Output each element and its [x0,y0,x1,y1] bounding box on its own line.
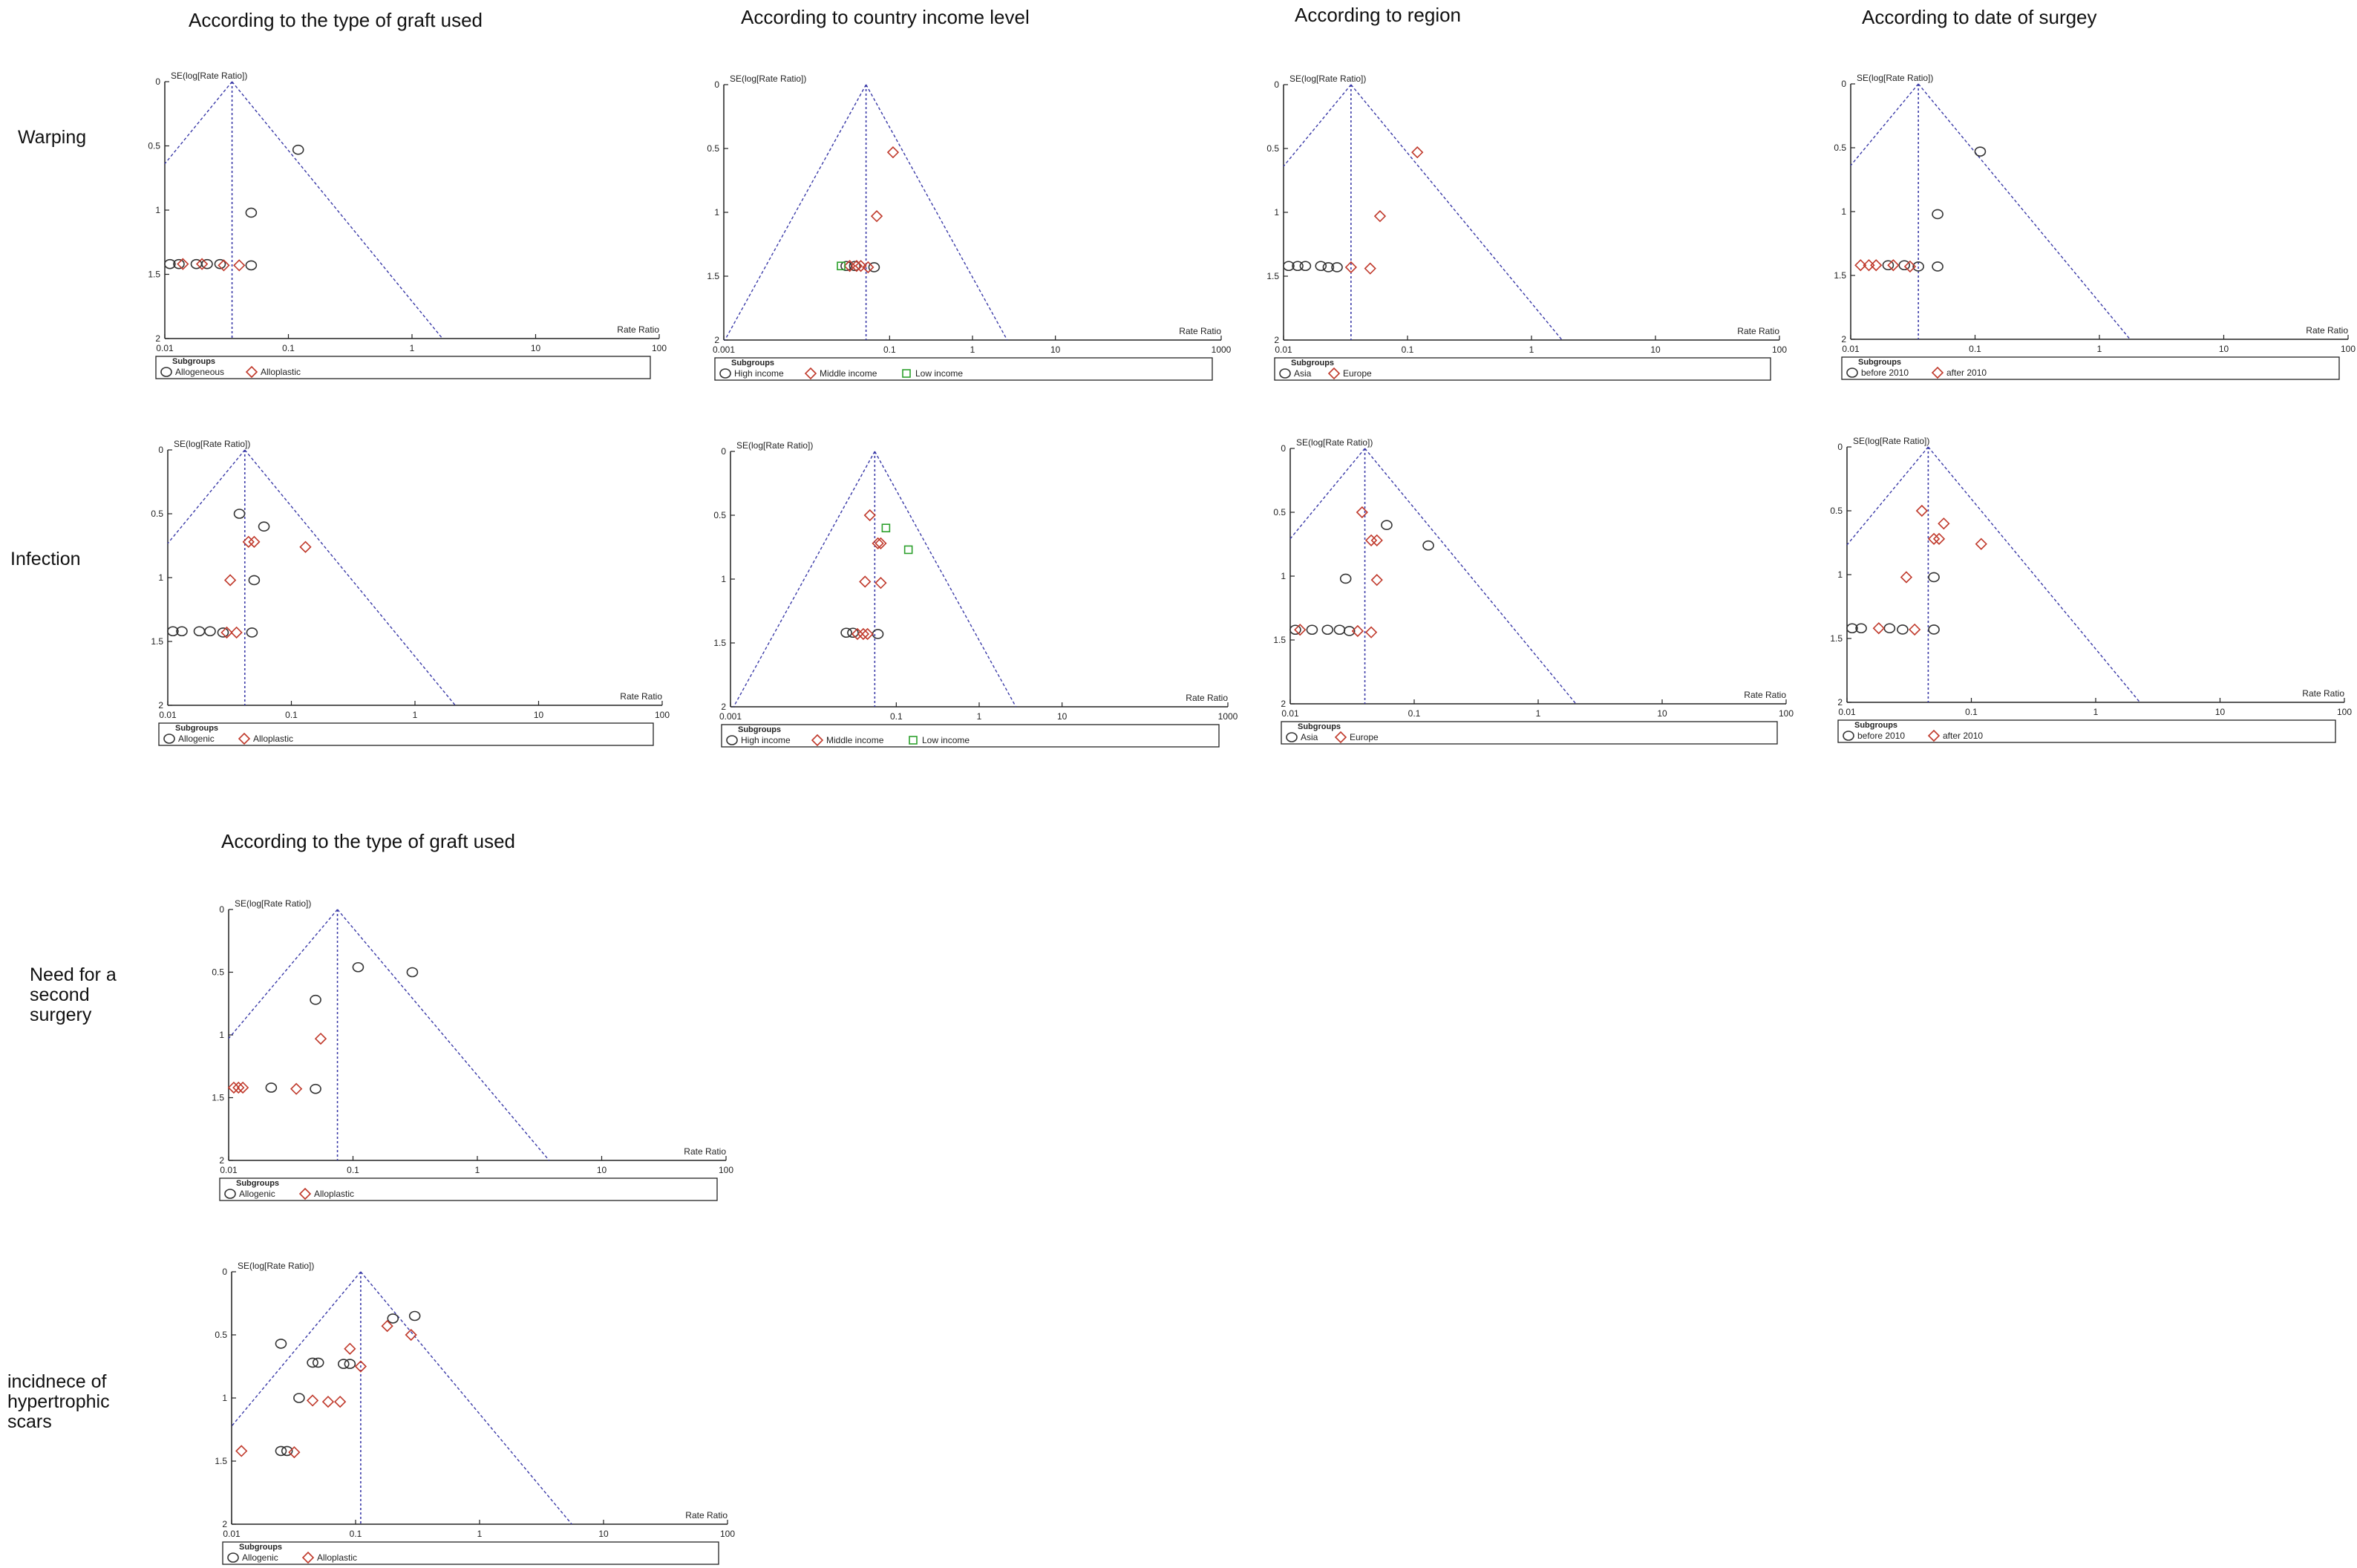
x-tick-label: 1 [2093,707,2099,717]
legend-item-label: High income [741,735,791,745]
data-point-diamond [1365,264,1376,274]
data-point-diamond [232,627,242,638]
x-tick-label: 0.1 [285,710,298,720]
y-tick-label: 0.5 [151,509,163,519]
data-point-circle [720,369,730,378]
x-tick-label: 0.01 [1842,344,1860,354]
legend-item-label: Allogeneous [175,367,225,377]
x-tick-label: 100 [1771,344,1788,355]
y-tick-label: 1 [155,205,160,215]
funnel-left-line [232,1272,361,1426]
data-point-circle [1975,147,1985,156]
data-point-circle [353,963,363,972]
legend-item-label: Alloplastic [314,1189,355,1199]
data-point-circle [1300,261,1310,270]
data-point-diamond [300,1189,310,1199]
funnel-plot-7 [1273,437,1794,744]
y-tick-label: 0.5 [148,140,160,151]
x-tick-label: 100 [2340,344,2356,354]
legend-item-label: after 2010 [1943,731,1984,741]
legend-box [722,725,1219,747]
data-point-diamond [1932,368,1943,378]
legend-item-label: Europe [1343,368,1372,379]
legend-title: Subgroups [236,1179,280,1188]
funnel-plot-10 [215,1261,735,1564]
data-point-diamond [1917,506,1927,516]
legend-item-label: Allogenic [242,1552,278,1563]
funnel-plot-4 [1834,73,2356,379]
data-point-diamond [1909,624,1920,635]
legend-item-label: Allogenic [239,1189,275,1199]
data-point-circle [266,1083,276,1092]
x-tick-label: 0.01 [1275,344,1292,355]
y-tick-label: 2 [222,1519,227,1529]
y-axis-label: SE(log[Rate Ratio]) [1853,436,1930,446]
x-tick-label: 1 [1529,344,1534,355]
row-label-warping: Warping [18,127,87,148]
x-tick-label: 10 [1050,344,1061,355]
x-tick-label: 0.1 [282,343,295,353]
y-tick-label: 0.5 [1266,143,1279,154]
data-point-circle [259,522,269,531]
row-label-second-surgery: Need for a second surgery [30,964,117,1025]
funnel-right-line [1928,447,2139,702]
data-point-circle [246,261,256,270]
x-tick-label: 0.1 [349,1529,362,1539]
y-tick-label: 1.5 [215,1456,227,1466]
data-point-circle [164,734,174,743]
y-tick-label: 1 [714,207,719,218]
data-point-diamond [246,367,257,377]
legend-item-label: Low income [922,735,970,745]
data-point-diamond [300,542,310,552]
data-point-circle [310,1085,321,1094]
data-point-square [882,524,889,532]
x-tick-label: 1 [970,344,975,355]
x-tick-label: 0.01 [1838,707,1856,717]
y-tick-label: 1.5 [1834,270,1846,281]
x-tick-label: 100 [719,1529,736,1539]
y-tick-label: 1 [1841,206,1846,217]
x-axis-label: Rate Ratio [1737,326,1779,336]
data-point-diamond [323,1396,333,1407]
data-point-circle [1929,625,1939,634]
legend-box [715,358,1212,380]
legend-box [220,1178,717,1200]
data-point-circle [275,1339,286,1348]
data-point-diamond [236,1446,246,1456]
legend-item-label: Asia [1301,732,1318,742]
funnel-right-line [1365,448,1576,704]
y-tick-label: 0 [1841,79,1846,89]
x-tick-label: 0.1 [1408,708,1421,719]
data-point-circle [1884,624,1895,633]
y-tick-label: 1.5 [212,1092,224,1103]
y-tick-label: 0.5 [1830,506,1843,516]
data-point-circle [228,1553,238,1562]
x-axis-label: Rate Ratio [2302,688,2344,699]
y-tick-label: 0.5 [707,143,719,154]
data-point-diamond [1375,211,1385,221]
x-tick-label: 0.01 [156,343,174,353]
x-tick-label: 10 [598,1529,609,1539]
funnel-right-line [338,909,549,1160]
funnel-left-line [725,85,866,340]
funnel-left-line [1847,447,1928,545]
y-tick-label: 1.5 [148,269,160,280]
legend-box [223,1542,719,1564]
data-point-diamond [1874,623,1884,633]
funnel-left-line [229,909,338,1039]
y-tick-label: 0 [1274,79,1279,90]
x-tick-label: 0.01 [159,710,177,720]
data-point-diamond [1976,539,1987,549]
y-tick-label: 0 [222,1267,227,1277]
x-tick-label: 10 [1056,711,1068,722]
data-point-circle [1307,625,1317,634]
data-point-circle [1280,369,1290,378]
data-point-circle [249,575,259,584]
data-point-circle [294,1394,304,1402]
y-tick-label: 2 [1281,699,1286,709]
funnel-left-line [168,450,245,543]
x-axis-label: Rate Ratio [1744,690,1786,700]
x-tick-label: 1 [2096,344,2102,354]
funnel-right-line [875,451,1016,707]
funnel-plot-2 [707,74,1231,380]
y-tick-label: 2 [158,700,163,710]
legend-item-label: before 2010 [1861,368,1909,378]
x-tick-label: 1 [976,711,982,722]
y-tick-label: 1 [1837,569,1843,580]
data-point-circle [225,1189,235,1198]
y-axis-label: SE(log[Rate Ratio]) [174,439,251,449]
x-tick-label: 1 [1535,708,1541,719]
funnel-left-line [1851,84,1918,166]
y-tick-label: 1 [721,574,726,584]
y-tick-label: 0 [158,445,163,455]
y-tick-label: 1.5 [707,271,719,281]
x-axis-label: Rate Ratio [1186,693,1228,703]
data-point-circle [161,368,171,376]
legend-item-label: Alloplastic [253,734,294,744]
data-point-diamond [863,629,873,639]
data-point-circle [1287,733,1297,742]
data-point-circle [1322,625,1333,634]
x-tick-label: 0.1 [347,1165,359,1175]
data-point-diamond [289,1447,299,1457]
data-point-diamond [805,368,816,379]
data-point-circle [1932,209,1943,218]
data-point-diamond [239,734,249,744]
column-title-graft-type-lower: According to the type of graft used [221,830,516,852]
y-tick-label: 0.5 [1834,143,1846,153]
data-point-circle [1341,574,1351,583]
data-point-diamond [1366,627,1376,638]
data-point-circle [727,736,737,745]
x-tick-label: 1 [412,710,418,720]
y-axis-label: SE(log[Rate Ratio]) [171,71,248,81]
data-point-circle [1382,520,1392,529]
column-title-graft-type: According to the type of graft used [189,9,483,31]
x-tick-label: 0.01 [1281,708,1299,719]
y-tick-label: 1 [1274,207,1279,218]
funnel-right-line [245,450,455,705]
funnel-plot-1 [148,71,667,379]
column-title-region: According to region [1295,4,1462,26]
data-point-circle [205,627,215,636]
x-tick-label: 1 [474,1165,480,1175]
data-point-circle [194,627,205,636]
legend-title: Subgroups [731,359,775,368]
data-point-circle [407,968,417,977]
data-point-circle [246,628,257,637]
x-tick-label: 0.1 [1969,344,1981,354]
data-point-diamond [1372,575,1382,585]
data-point-diamond [225,575,235,585]
legend-title: Subgroups [172,357,216,366]
data-point-circle [344,1359,355,1368]
data-point-circle [1843,731,1854,740]
legend-title: Subgroups [175,724,219,733]
legend-box [1838,720,2335,742]
funnel-plot-5 [151,439,670,745]
legend-title: Subgroups [1854,721,1898,730]
y-tick-label: 1.5 [1273,635,1286,645]
data-point-circle [1897,625,1908,634]
data-point-diamond [812,735,823,745]
data-point-circle [1899,261,1909,270]
legend-title: Subgroups [1291,359,1335,368]
x-tick-label: 1 [409,343,415,353]
y-tick-label: 2 [721,702,726,712]
legend-item-label: before 2010 [1857,731,1906,741]
data-point-diamond [307,1395,318,1405]
x-tick-label: 0.01 [220,1165,238,1175]
legend-title: Subgroups [1298,722,1341,731]
data-point-diamond [1357,507,1367,517]
data-point-circle [388,1314,398,1323]
x-tick-label: 1000 [1217,711,1238,722]
legend-title: Subgroups [738,725,782,734]
data-point-diamond [888,147,898,157]
data-point-diamond [303,1552,313,1563]
legend-item-label: High income [734,368,784,379]
data-point-square [903,370,910,377]
legend-item-label: Low income [915,368,964,379]
y-axis-label: SE(log[Rate Ratio]) [1296,437,1373,448]
funnel-plot-3 [1266,74,1787,380]
y-axis-label: SE(log[Rate Ratio]) [730,74,807,84]
y-tick-label: 2 [219,1155,224,1166]
x-axis-label: Rate Ratio [2306,325,2348,336]
x-axis-label: Rate Ratio [1179,326,1221,336]
x-axis-label: Rate Ratio [684,1146,726,1157]
legend-item-label: Alloplastic [317,1552,358,1563]
funnel-right-line [866,85,1007,340]
y-tick-label: 0 [714,79,719,90]
x-tick-label: 0.1 [889,711,903,722]
funnel-right-line [232,82,442,339]
x-tick-label: 1 [477,1529,483,1539]
funnel-right-line [361,1272,572,1524]
legend-item-label: Allogenic [178,734,215,744]
y-tick-label: 2 [1841,334,1846,344]
x-axis-label: Rate Ratio [685,1510,728,1520]
data-point-diamond [344,1344,355,1354]
legend-box [1842,357,2339,379]
row-label-infection: Infection [10,549,81,569]
data-point-diamond [234,260,244,270]
y-tick-label: 0.5 [713,510,726,520]
x-tick-label: 1000 [1211,344,1232,355]
y-tick-label: 1.5 [1266,271,1279,281]
x-tick-label: 100 [654,710,670,720]
data-point-circle [1423,541,1434,550]
legend-item-label: Middle income [820,368,877,379]
y-axis-label: SE(log[Rate Ratio]) [1289,74,1367,84]
y-tick-label: 2 [155,333,160,344]
y-tick-label: 1.5 [1830,633,1843,644]
y-tick-label: 1.5 [151,636,163,647]
data-point-diamond [1336,732,1346,742]
x-tick-label: 0.1 [1965,707,1978,717]
row-label-hypertrophic-scars: incidnece of hypertrophic scars [7,1371,110,1432]
y-tick-label: 0.5 [212,967,224,978]
x-tick-label: 10 [596,1165,607,1175]
data-point-square [905,546,912,553]
y-axis-label: SE(log[Rate Ratio]) [235,898,312,909]
data-point-diamond [1871,260,1881,270]
data-point-circle [873,630,883,638]
x-tick-label: 10 [2214,707,2226,717]
x-tick-label: 10 [1650,344,1661,355]
column-title-income-level: According to country income level [741,6,1030,28]
funnel-left-line [165,82,232,164]
funnel-plot-9 [212,898,733,1200]
data-point-diamond [875,578,886,588]
data-point-circle [339,1359,349,1368]
legend-item-label: after 2010 [1946,368,1987,378]
data-point-circle [310,996,321,1004]
data-point-diamond [865,510,875,520]
data-point-circle [1847,368,1857,377]
funnel-left-line [1290,448,1365,539]
legend-box [159,723,653,745]
x-axis-label: Rate Ratio [617,324,659,335]
data-point-diamond [1412,147,1422,157]
y-tick-label: 1 [1281,571,1286,581]
data-point-circle [1315,261,1326,270]
y-axis-label: SE(log[Rate Ratio]) [1857,73,1934,83]
y-tick-label: 1 [219,1030,224,1040]
y-tick-label: 0 [155,76,160,87]
data-point-square [909,736,917,744]
y-tick-label: 0 [1837,442,1843,452]
data-point-diamond [1929,731,1939,741]
y-tick-label: 1.5 [713,638,726,648]
x-tick-label: 0.01 [223,1529,241,1539]
y-tick-label: 0.5 [1273,507,1286,517]
x-tick-label: 10 [530,343,541,353]
y-axis-label: SE(log[Rate Ratio]) [238,1261,315,1271]
data-point-circle [1334,625,1344,634]
y-tick-label: 2 [1274,335,1279,345]
data-point-diamond [860,576,870,587]
legend-item-label: Middle income [826,735,884,745]
y-tick-label: 0.5 [215,1330,227,1340]
x-tick-label: 0.001 [712,344,736,355]
x-tick-label: 0.001 [719,711,742,722]
data-point-circle [246,208,256,217]
x-tick-label: 0.1 [883,344,896,355]
y-tick-label: 0 [1281,443,1286,454]
data-point-circle [218,628,228,637]
y-tick-label: 0 [219,904,224,915]
data-point-circle [1932,262,1943,271]
y-axis-label: SE(log[Rate Ratio]) [736,440,814,451]
x-tick-label: 10 [533,710,544,720]
data-point-circle [293,146,304,154]
data-point-diamond [316,1033,326,1044]
legend-box [156,356,650,379]
data-point-circle [410,1312,420,1321]
y-tick-label: 1 [158,572,163,583]
data-point-diamond [1329,368,1339,379]
legend-title: Subgroups [1858,358,1902,367]
funnel-left-line [1284,85,1351,166]
funnel-right-line [1918,84,2130,339]
legend-item-label: Europe [1350,732,1379,742]
column-title-date-of-surgery: According to date of surgey [1862,6,2097,28]
x-tick-label: 100 [2336,707,2353,717]
data-point-circle [235,509,245,518]
funnel-plot-8 [1830,436,2352,742]
data-point-diamond [1938,518,1949,529]
data-point-circle [1929,572,1939,581]
x-axis-label: Rate Ratio [620,691,662,702]
funnel-plot-6 [713,440,1238,747]
x-tick-label: 10 [2218,344,2229,354]
legend-item-label: Alloplastic [261,367,301,377]
data-point-diamond [335,1396,345,1407]
data-point-circle [275,1446,286,1455]
legend-title: Subgroups [239,1543,283,1552]
y-tick-label: 1 [222,1393,227,1403]
y-tick-label: 2 [1837,697,1843,708]
data-point-diamond [872,211,882,221]
data-point-diamond [291,1084,301,1094]
y-tick-label: 2 [714,335,719,345]
y-tick-label: 0 [721,446,726,457]
x-tick-label: 0.1 [1401,344,1414,355]
funnel-left-line [733,451,875,707]
legend-item-label: Asia [1294,368,1312,379]
x-tick-label: 100 [651,343,667,353]
data-point-diamond [1901,572,1912,582]
data-point-diamond [406,1330,416,1340]
x-tick-label: 10 [1657,708,1667,719]
x-tick-label: 100 [718,1165,734,1175]
funnel-right-line [1351,85,1562,340]
x-tick-label: 100 [1778,708,1794,719]
